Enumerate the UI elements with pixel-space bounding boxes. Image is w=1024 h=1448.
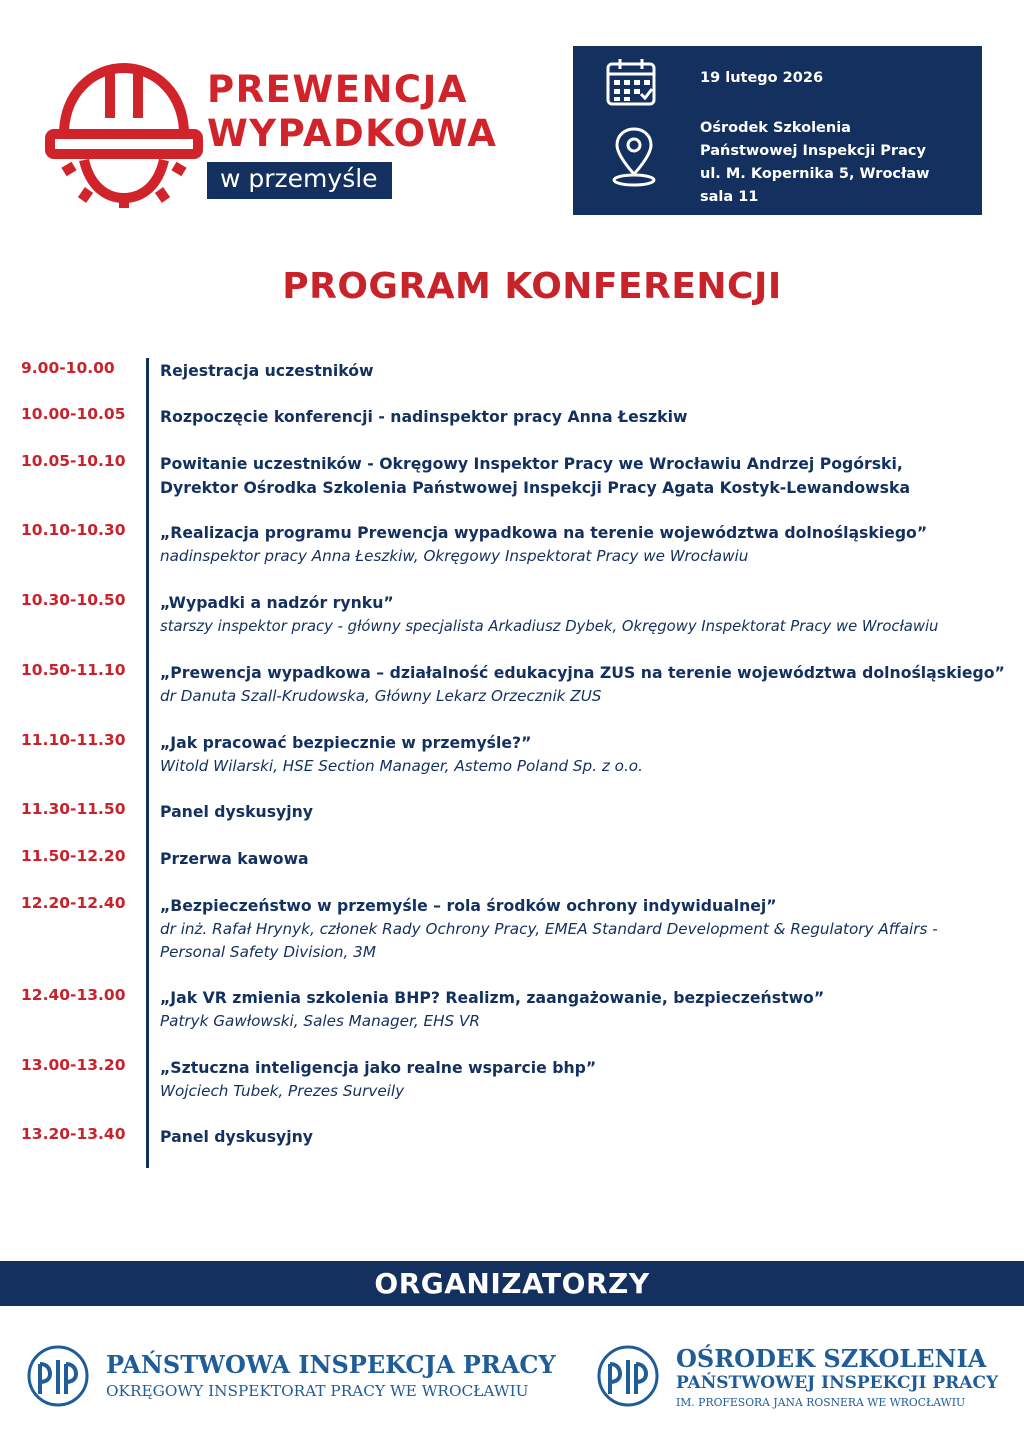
program-time: 12.40-13.00 [21,986,126,1004]
brand-line-3: w przemyśle [207,162,392,199]
organizer-name: OŚRODEK SZKOLENIA [676,1344,987,1373]
program-speaker: Patryk Gawłowski, Sales Manager, EHS VR [160,1011,480,1030]
event-date: 19 lutego 2026 [700,70,824,86]
calendar-icon [605,56,657,108]
program-title: „Sztuczna inteligencja jako realne wsparcie bhp” [160,1058,597,1077]
program-title: „Jak VR zmienia szkolenia BHP? Realizm, zaangażowanie, bezpieczeństwo” [160,988,825,1007]
program-title: „Wypadki a nadzór rynku” [160,593,394,612]
program-time: 10.00-10.05 [21,405,126,423]
program-title: „Jak pracować bezpiecznie w przemyśle?” [160,733,532,752]
organizer-osp-wroclaw [596,1344,1016,1414]
program-speaker: Wojciech Tubek, Prezes Surveily [160,1081,405,1100]
event-info-box [573,46,982,215]
helmet-gear-icon [44,56,204,212]
program-title: „Bezpieczeństwo w przemyśle – rola środków ochrony indywidualnej” [160,896,777,915]
program-title: Przerwa kawowa [160,849,309,868]
program-title: Rozpoczęcie konferencji - nadinspektor pracy Anna Łeszkiw [160,407,688,426]
program-title: Rejestracja uczestników [160,361,374,380]
program-time: 10.10-10.30 [21,521,126,539]
event-logo [44,56,544,216]
program-time: 10.30-10.50 [21,591,126,609]
program-time: 11.30-11.50 [21,800,126,818]
program-speaker: nadinspektor pracy Anna Łeszkiw, Okręgowy Inspektorat Pracy we Wrocławiu [160,546,749,565]
program-time: 12.20-12.40 [21,894,126,912]
address-line: ul. M. Kopernika 5, Wrocław [700,166,930,182]
brand-line-1: PREWENCJA [207,68,468,111]
program-time: 11.50-12.20 [21,847,126,865]
organizer-name: PAŃSTWOWA INSPEKCJA PRACY [106,1350,556,1379]
address-line: sala 11 [700,189,759,205]
program-speaker: Witold Wilarski, HSE Section Manager, Astemo Poland Sp. z o.o. [160,756,643,775]
program-title: Powitanie uczestników - Okręgowy Inspektor Pracy we Wrocławiu Andrzej Pogórski, [160,454,903,473]
program-title: Dyrektor Ośrodka Szkolenia Państwowej Inspekcji Pracy Agata Kostyk-Lewandowska [160,477,911,497]
program-speaker: dr inż. Rafał Hrynyk, członek Rady Ochrony Pracy, EMEA Standard Development & Regulatory Affairs - [160,919,938,938]
timeline-line [146,358,149,1168]
program-speaker: Personal Safety Division, 3M [160,943,376,961]
organizer-patron: IM. PROFESORA JANA ROSNERA WE WROCŁAWIU [676,1396,966,1409]
program-title: Panel dyskusyjny [160,1127,314,1146]
program-time: 11.10-11.30 [21,731,126,749]
program-title: „Realizacja programu Prewencja wypadkowa na terenie województwa dolnośląskiego” [160,523,928,542]
organizers-heading: ORGANIZATORZY [0,1261,1024,1306]
pip-logo-icon [596,1344,660,1408]
map-pin-icon [609,126,659,188]
brand-line-2: WYPADKOWA [207,112,498,155]
pip-logo-icon [26,1344,90,1408]
address-line: Państwowej Inspekcji Pracy [700,143,926,159]
program-title: „Prewencja wypadkowa – działalność edukacyjna ZUS na terenie województwa dolnośląskiego” [160,663,1005,682]
organizer-subname: PAŃSTWOWEJ INSPEKCJI PRACY [676,1373,999,1393]
program-time: 10.50-11.10 [21,661,126,679]
program-time: 13.00-13.20 [21,1056,126,1074]
program-speaker: dr Danuta Szall-Krudowska, Główny Lekarz Orzecznik ZUS [160,686,602,705]
program-title: Panel dyskusyjny [160,802,314,821]
program-speaker: starszy inspektor pracy - główny specjalista Arkadiusz Dybek, Okręgowy Inspektorat Pracy we Wrocławiu [160,617,939,635]
program-time: 9.00-10.00 [21,359,115,377]
event-address [700,117,930,209]
organizer-subname: OKRĘGOWY INSPEKTORAT PRACY WE WROCŁAWIU [106,1382,529,1400]
address-line: Ośrodek Szkolenia [700,120,851,136]
organizer-pip-wroclaw [26,1344,566,1414]
program-time: 10.05-10.10 [21,452,126,470]
page-title: PROGRAM KONFERENCJI [282,266,782,307]
program-time: 13.20-13.40 [21,1125,126,1143]
